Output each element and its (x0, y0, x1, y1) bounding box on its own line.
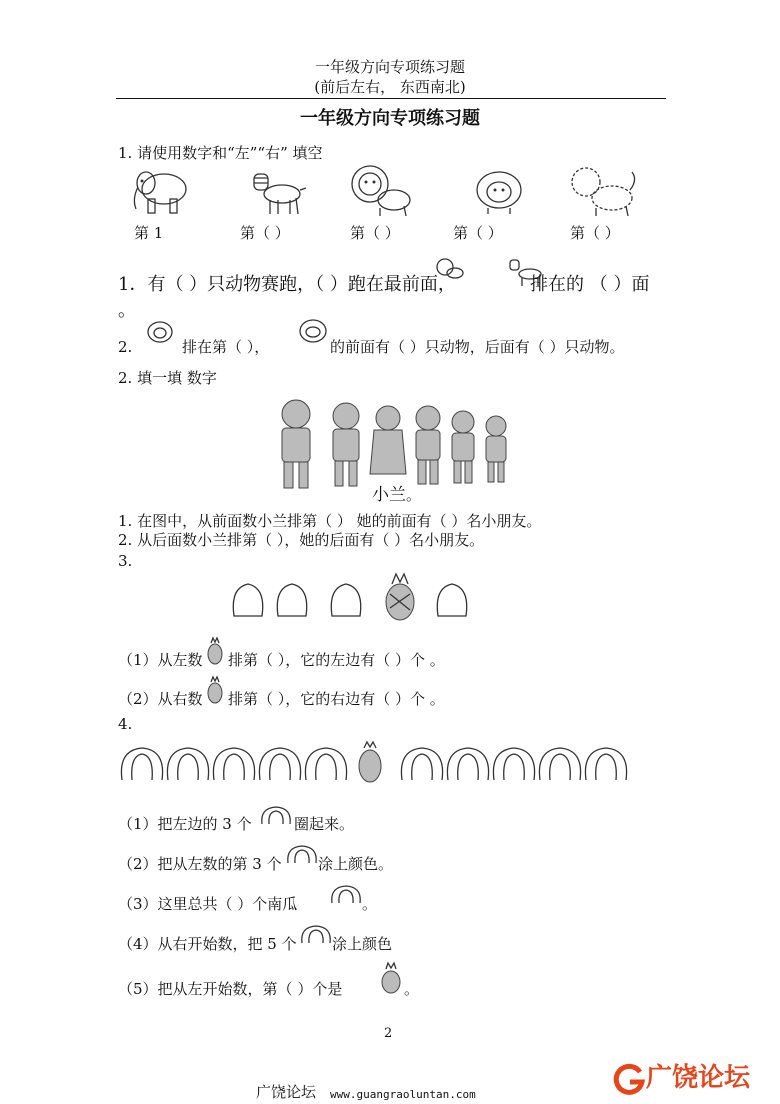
xiaolan-dot: 。 (406, 486, 422, 504)
q3-line2-text-a: （2）从右数 (118, 690, 203, 708)
q3-number-4: 4. (118, 715, 133, 733)
q1-line1-text-b: 排在的 （ ）面 (530, 274, 650, 295)
q4-item4-text-a: （4）从右开始数，把 5 个 (118, 935, 297, 953)
zebra-icon (246, 170, 306, 216)
q4-item3-text-b: 。 (362, 895, 378, 913)
lion-small-icon (436, 258, 464, 280)
q4-item1-text-a: （1）把左边的 3 个 (118, 815, 252, 833)
pineapple-icon (382, 572, 418, 622)
animal-label-1: 第 1 (134, 224, 164, 242)
pumpkin-small-icon-3 (330, 883, 362, 905)
q4-item5-text-a: （5）把从左开始数，第（ ）个是 (118, 980, 343, 998)
q4-item1-text-b: 圈起来。 (294, 815, 355, 833)
footer-site-name: 广饶论坛 (256, 1083, 317, 1101)
pumpkin-small-icon-2 (286, 843, 318, 865)
pumpkin-row (118, 740, 638, 788)
animal-label-2: 第（ ） (240, 224, 290, 242)
footer-url[interactable]: www.guangraoluntan.com (330, 1088, 476, 1101)
question-2-heading: 2. 填一填 数字 (118, 369, 217, 387)
brand-logo-icon (612, 1062, 646, 1096)
animal-label-3: 第（ ） (350, 224, 400, 242)
q1-line1-text-a: 1．有（ ）只动物赛跑，（ ）跑在最前面， (118, 274, 456, 295)
q4-item2-text-a: （2）把从左数的第 3 个 (118, 855, 282, 873)
q3-line1-text-a: （1）从左数 (118, 651, 203, 669)
tiger-icon (568, 164, 638, 218)
lion-icon (350, 162, 414, 218)
pineapple-small-icon-3 (380, 962, 402, 994)
peach-row (230, 572, 480, 622)
header-line-1: 一年级方向专项练习题 (314, 58, 465, 76)
header-rule (116, 98, 666, 99)
q4-item2-text-b: 涂上颜色。 (318, 855, 394, 873)
pumpkin-small-icon-4 (300, 923, 332, 945)
q2-number-3: 3. (118, 552, 133, 570)
sheep-icon (474, 168, 524, 216)
page-title: 一年级方向专项练习题 (300, 108, 480, 129)
q1-line2-text-a: 排在第（ ）， (182, 338, 270, 356)
footer-brand: 广饶论坛 (646, 1063, 751, 1093)
animal-label-4: 第（ ） (453, 224, 503, 242)
q2-line-1: 1. 在图中，从前面数小兰排第（ ） 她的前面有（ ）名小朋友。 (118, 512, 542, 530)
q1-line1-end: 。 (118, 300, 136, 321)
question-1-heading: 1. 请使用数字和“左”“右” 填空 (118, 144, 323, 162)
q4-item5-text-b: 。 (404, 980, 420, 998)
children-illustration (268, 396, 518, 496)
pineapple-small-icon (206, 637, 224, 665)
xiaolan-label: 小兰 (372, 485, 406, 505)
q1-line2-num: 2. (118, 338, 133, 356)
pumpkin-small-icon (260, 804, 292, 826)
sheep-small-icon-2 (298, 318, 328, 346)
q2-line-2: 2. 从后面数小兰排第（ ），她的后面有（ ）名小朋友。 (118, 531, 485, 549)
header-line-2: (前后左右， 东西南北) (314, 78, 466, 96)
sheep-small-icon (146, 320, 174, 346)
q3-line1-text-b: 排第（ ），它的左边有（ ）个 。 (228, 651, 445, 669)
animal-label-5: 第（ ） (570, 224, 620, 242)
page-number: 2 (384, 1026, 393, 1041)
q1-line2-text-b: 的前面有（ ）只动物，后面有（ ）只动物。 (330, 338, 625, 356)
q4-item3-text-a: （3）这里总共（ ）个南瓜 (118, 895, 298, 913)
q4-item4-text-b: 涂上颜色 (332, 935, 393, 953)
q3-line2-text-b: 排第（ ），它的右边有（ ）个 。 (228, 690, 445, 708)
pineapple-small-icon-2 (206, 676, 224, 704)
elephant-icon (130, 165, 192, 217)
